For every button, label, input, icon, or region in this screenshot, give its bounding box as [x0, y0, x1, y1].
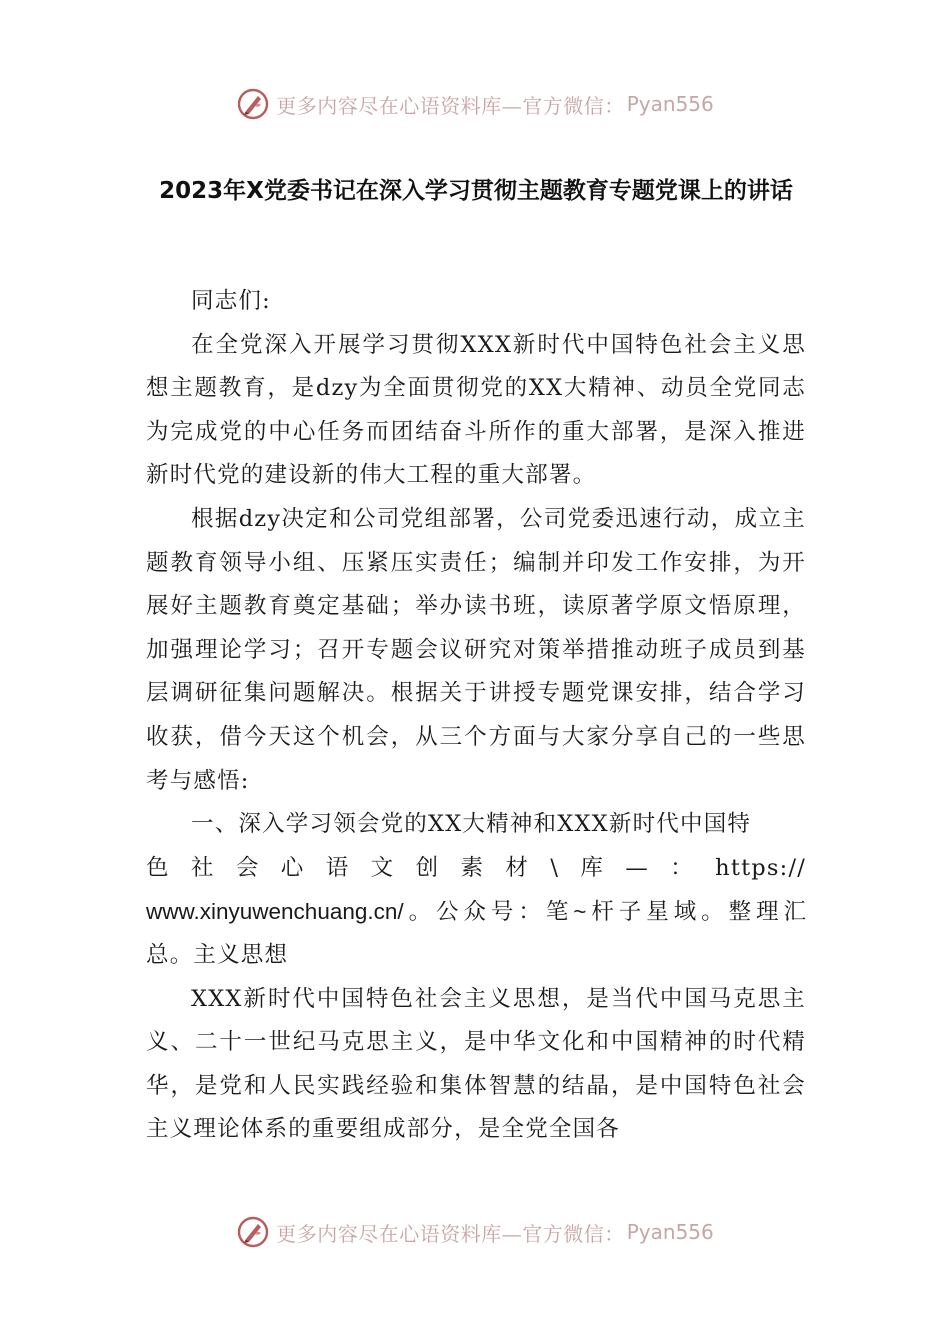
pen-heart-logo-icon	[236, 87, 270, 121]
paragraph-1: 在全党深入开展学习贯彻XXX新时代中国特色社会主义思想主题教育，是dzy为全面贯彻党的XX大精神、动员全党同志为完成党的中心任务而团结奋斗所作的重大部署，是深入推进新时代党的建设新的伟大工程的重大部署。	[146, 331, 806, 489]
banner-wechat-id: Pyan556	[626, 1220, 714, 1244]
banner-text: 更多内容尽在心语资料库—官方微信：	[276, 93, 625, 118]
paragraph-3: XXX新时代中国特色社会主义思想，是当代中国马克思主义、二十一世纪马克思主义，是中华文化和中国精神的时代精华，是党和人民实践经验和集体智慧的结晶，是中国特色社会主义理论体系的重要组成部分，是全党全国各	[146, 985, 806, 1143]
document-body	[146, 280, 806, 1152]
section-one-heading: 一、深入学习领会党的XX大精神和XXX新时代中国特	[191, 811, 752, 838]
section-one-line-3: www.xinyuwenchuang.cn/。公众号：笔~杆子星域。整理汇	[146, 899, 806, 925]
document-title: 2023年X党委书记在深入学习贯彻主题教育专题党课上的讲话	[159, 178, 793, 204]
section-one-line-4: 总。主义思想	[146, 941, 289, 968]
footer-banner	[0, 1212, 950, 1252]
paragraph-2: 根据dzy决定和公司党组部署，公司党委迅速行动，成立主题教育领导小组、压紧压实责任；编制并印发工作安排，为开展好主题教育奠定基础；举办读书班，读原著学原文悟原理，加强理论学习；召开专题会议研究对策举措推动班子成员到基层调研征集问题解决。根据关于讲授专题党课安排，结合学习收获，借今天这个机会，从三个方面与大家分享自己的一些思考与感悟:	[146, 505, 806, 794]
section-one-line-2: 色社会心语文创素材\库—：https://	[146, 854, 806, 881]
banner-text: 更多内容尽在心语资料库—官方微信：	[276, 1221, 625, 1246]
header-banner	[0, 84, 950, 124]
pen-heart-logo-icon	[236, 1215, 270, 1249]
greeting: 同志们:	[191, 288, 271, 314]
banner-wechat-id: Pyan556	[626, 92, 714, 116]
